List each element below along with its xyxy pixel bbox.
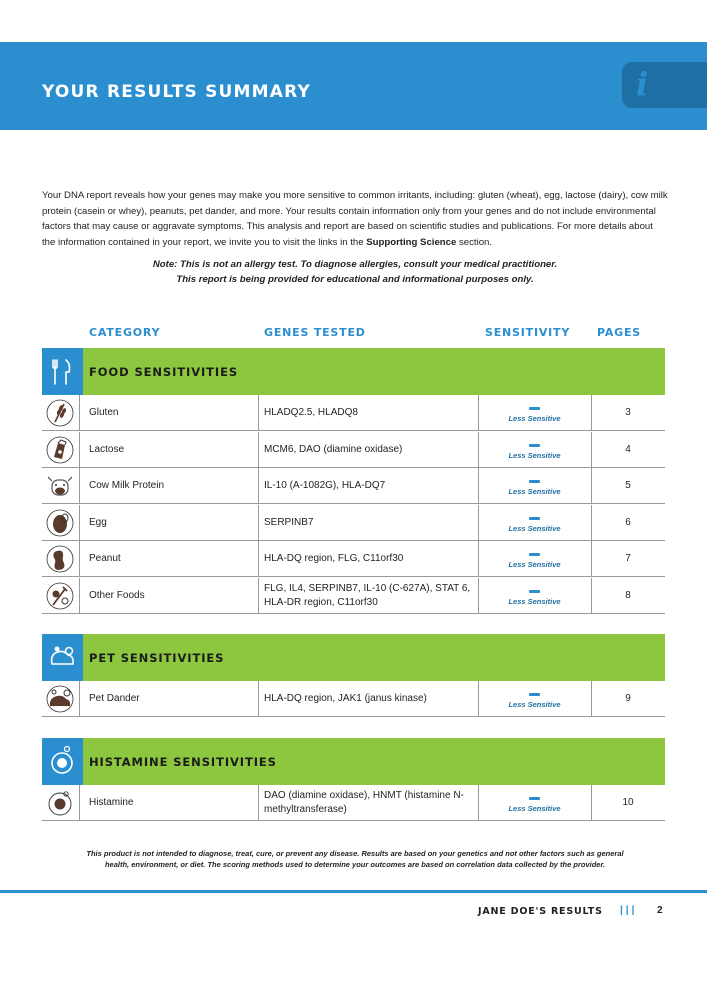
row-page-link[interactable]: 3	[625, 407, 631, 418]
row-genes-text: IL-10 (A-1082G), HLA-DQ7	[264, 480, 386, 491]
pet-icon	[45, 684, 75, 714]
row-sensitivity	[478, 541, 591, 577]
footer-separator: |||	[620, 905, 638, 916]
cell-divider	[79, 681, 80, 716]
row-genes-text: DAO (diamine oxidase), HNMT (histamine N-methyltransferase)	[264, 790, 464, 815]
section-food-title: FOOD SENSITIVITIES	[89, 365, 239, 379]
sensitivity-label: Less Sensitive	[508, 487, 561, 496]
cell-divider	[79, 468, 80, 503]
table-row	[42, 785, 665, 821]
cell-divider	[258, 468, 259, 503]
row-category: Peanut	[89, 553, 121, 564]
pet-icon	[42, 634, 83, 681]
note-line-2: This report is being provided for educational and informational purposes only.	[176, 274, 534, 285]
sensitivity-label: Less Sensitive	[508, 596, 561, 606]
section-pet-icon-tab	[42, 634, 83, 681]
table-row	[42, 505, 665, 541]
row-genes	[264, 681, 474, 717]
column-header-category: CATEGORY	[89, 326, 161, 339]
sensitivity-label: Less Sensitive	[508, 804, 561, 813]
row-genes-text: MCM6, DAO (diamine oxidase)	[264, 443, 403, 455]
row-genes	[264, 541, 474, 577]
row-genes-text: HLA-DQ region, JAK1 (janus kinase)	[264, 693, 427, 704]
row-sensitivity	[478, 785, 591, 821]
note	[42, 257, 668, 287]
row-sensitivity	[478, 395, 591, 431]
row-page-link[interactable]: 7	[625, 553, 631, 564]
intro-text-end: section.	[456, 236, 493, 248]
page-number: 2	[657, 905, 663, 916]
row-genes-text: FLG, IL4, SERPINB7, IL-10 (C-627A), STAT 6, HLA-DR region, C11orf30	[264, 582, 471, 608]
supporting-science-link[interactable]: Supporting Science	[366, 236, 457, 248]
row-sensitivity	[478, 505, 591, 541]
table-row	[42, 541, 665, 577]
sensitivity-label: Less Sensitive	[508, 523, 561, 533]
sensitivity-label: Less Sensitive	[508, 450, 561, 460]
row-category: Gluten	[89, 407, 119, 418]
sensitivity-label: Less Sensitive	[508, 700, 561, 709]
cell-divider	[79, 541, 80, 576]
cell-divider	[258, 785, 259, 820]
row-page-link[interactable]: 10	[622, 797, 634, 808]
info-icon: i	[636, 65, 649, 103]
disclaimer-line-1: This product is not intended to diagnose, treat, cure, or prevent any disease. Results are based on your genetics and not other factors such as general	[86, 849, 624, 858]
row-category: Lactose	[89, 443, 125, 455]
row-page-link[interactable]: 8	[625, 589, 631, 601]
sensitivity-dash-icon	[529, 553, 540, 556]
row-category: Cow Milk Protein	[89, 480, 165, 491]
row-genes	[264, 395, 474, 431]
row-genes	[264, 468, 474, 504]
sensitivity-dash-icon	[529, 444, 540, 447]
milk-carton-icon	[45, 435, 75, 465]
cell-divider	[258, 395, 259, 430]
plate-icon	[42, 738, 83, 785]
table-row	[42, 432, 665, 468]
sensitivity-dash-icon	[529, 480, 540, 483]
row-sensitivity	[478, 578, 591, 614]
fork-food-icon	[45, 581, 75, 611]
table-row	[42, 395, 665, 431]
row-genes-text: SERPINB7	[264, 516, 314, 528]
sensitivity-label: Less Sensitive	[508, 414, 561, 423]
sensitivity-label: Less Sensitive	[508, 560, 561, 569]
peanut-icon	[45, 544, 75, 574]
cell-divider	[79, 432, 80, 467]
cell-divider	[79, 578, 80, 613]
sensitivity-dash-icon	[529, 693, 540, 696]
table-row	[42, 681, 665, 717]
intro-text: Your DNA report reveals how your genes may make you more sensitive to common irritants, including: gluten (wheat), egg, lactose (dairy), cow milk protein (casein or whey), peanuts, pet dander, and more. Your results contain information only from your genes and do not include environmental factors that may cause or aggravate symptoms. This analysis and report are based on scientific studies and publications. For more details about the information contained in your report, we invite you to visit the links in the	[42, 190, 668, 248]
row-category: Histamine	[89, 797, 134, 808]
column-header-genes: GENES TESTED	[264, 326, 366, 339]
section-pet-title: PET SENSITIVITIES	[89, 651, 225, 665]
wheat-icon	[45, 398, 75, 428]
row-genes	[264, 785, 474, 821]
column-header-pages: PAGES	[597, 326, 642, 339]
footer-report-name: JANE DOE'S RESULTS	[478, 906, 603, 917]
info-tab	[622, 62, 707, 108]
cell-divider	[258, 681, 259, 716]
fork-knife-icon	[42, 348, 83, 395]
row-page-link[interactable]: 5	[625, 480, 631, 491]
row-category: Pet Dander	[89, 693, 140, 704]
section-food-icon-tab	[42, 348, 83, 395]
section-pet	[42, 634, 665, 681]
section-histamine-icon-tab	[42, 738, 83, 785]
intro-paragraph	[42, 188, 668, 250]
cell-divider	[258, 432, 259, 467]
disclaimer-line-2: health, environment, or diet. The scoring methods used to determine your outcomes are based on correlation data collected by the provider.	[104, 860, 606, 869]
row-sensitivity	[478, 681, 591, 717]
row-category: Other Foods	[89, 589, 145, 601]
egg-icon	[45, 508, 75, 538]
row-sensitivity	[478, 468, 591, 504]
cow-icon	[45, 471, 75, 501]
page-title: YOUR RESULTS SUMMARY	[42, 82, 312, 102]
row-sensitivity	[478, 432, 591, 468]
table-row	[42, 578, 665, 614]
row-page-link[interactable]: 6	[625, 516, 631, 528]
histamine-plate-icon	[45, 788, 75, 818]
cell-divider	[79, 505, 80, 540]
row-page-link[interactable]: 4	[625, 443, 631, 455]
row-genes-text: HLA-DQ region, FLG, C11orf30	[264, 553, 404, 564]
section-food	[42, 348, 665, 395]
row-category: Egg	[89, 516, 107, 528]
sensitivity-dash-icon	[529, 407, 540, 410]
column-header-sensitivity: SENSITIVITY	[485, 326, 571, 339]
sensitivity-dash-icon	[529, 797, 540, 800]
sensitivity-dash-icon	[529, 517, 540, 520]
row-genes	[264, 505, 474, 541]
disclaimer	[60, 848, 650, 870]
cell-divider	[258, 541, 259, 576]
table-row	[42, 468, 665, 504]
row-page-link[interactable]: 9	[625, 693, 631, 704]
cell-divider	[258, 578, 259, 613]
section-histamine-title: HISTAMINE SENSITIVITIES	[89, 755, 277, 769]
note-line-1: Note: This is not an allergy test. To diagnose allergies, consult your medical practitioner.	[152, 259, 558, 270]
row-genes	[264, 432, 474, 468]
cell-divider	[79, 395, 80, 430]
row-genes-text: HLADQ2.5, HLADQ8	[264, 407, 358, 418]
footer-divider	[0, 890, 707, 893]
row-genes	[264, 578, 474, 614]
section-histamine	[42, 738, 665, 785]
cell-divider	[79, 785, 80, 820]
sensitivity-dash-icon	[529, 590, 540, 593]
header-band	[0, 42, 707, 130]
cell-divider	[258, 505, 259, 540]
